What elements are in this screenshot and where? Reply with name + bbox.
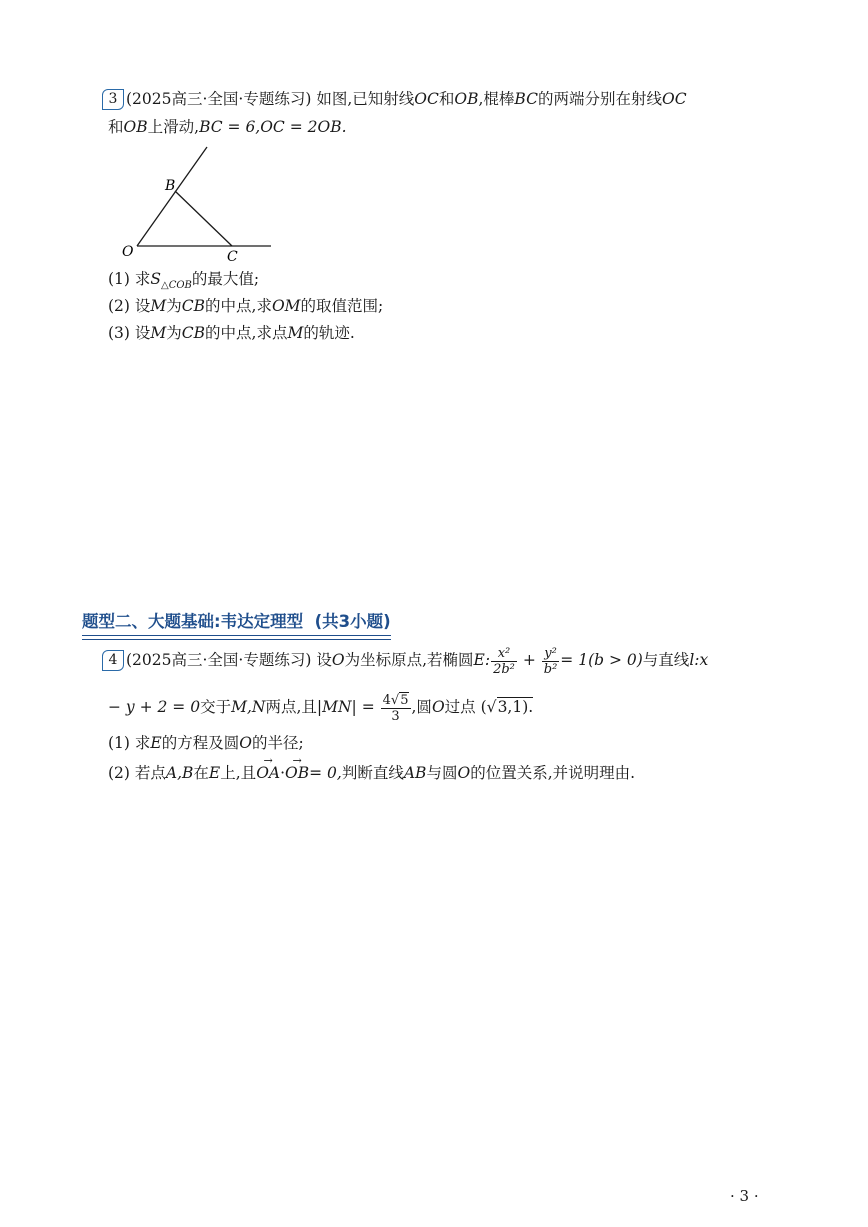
text: 的位置关系,并说明理由. [470, 764, 636, 782]
text: 判断直线 [341, 764, 404, 782]
ray-ob [137, 147, 207, 246]
question-number: 3 [102, 89, 124, 110]
page-number: · 3 · [730, 1187, 759, 1205]
text: 为坐标原点,若椭圆 [344, 651, 474, 669]
math: E [150, 734, 162, 752]
math: O [431, 698, 445, 716]
math: S [150, 270, 162, 288]
text: 与圆 [426, 764, 458, 782]
text: 设 [316, 651, 332, 669]
text: (1) 求 [108, 270, 151, 288]
math: OB [123, 118, 148, 136]
denominator: 2b² [493, 661, 515, 677]
math: = 1(b > 0) [560, 651, 643, 669]
text: 的中点,求 [205, 297, 272, 315]
text: 和 [108, 118, 124, 136]
math: CB [181, 297, 206, 315]
math: OB [454, 90, 479, 108]
q3-line-1 [102, 86, 687, 112]
math: √ [486, 698, 497, 716]
q4-line-2 [108, 692, 533, 724]
text: ,圆 [411, 698, 432, 716]
text: 的半径; [251, 734, 304, 752]
math: OC [661, 90, 687, 108]
numerator: 4√5 [382, 692, 409, 708]
triangle-figure [115, 140, 280, 265]
text: 的方程及圆 [161, 734, 240, 752]
math: M,N [231, 698, 266, 716]
section-title: 题型二、大题基础:韦达定理型 (共3小题) [82, 612, 391, 631]
math: A,B [165, 764, 194, 782]
math: AB [403, 764, 427, 782]
text: 的轨迹. [303, 324, 355, 342]
text: 上,且 [220, 764, 257, 782]
math-subscript: △COB [161, 280, 192, 291]
text: 的最大值; [191, 270, 260, 288]
math: l:x [689, 651, 709, 669]
question-number: 4 [102, 650, 124, 671]
underline [82, 639, 391, 640]
label-b: B [165, 178, 176, 194]
math: · [280, 764, 286, 782]
math: = 0, [309, 764, 342, 782]
text: 上滑动, [147, 118, 200, 136]
numerator: x² [491, 646, 517, 662]
math: BC = 6,OC = 2OB. [199, 118, 347, 136]
text: 过点 [444, 698, 476, 716]
text: (2) 若点 [108, 764, 166, 782]
math: − y + 2 = 0 [108, 698, 201, 716]
math: 3,1). [497, 698, 534, 716]
fraction [542, 646, 560, 677]
numerator: y² [542, 646, 560, 662]
math: + [522, 651, 536, 669]
math: O [331, 651, 345, 669]
math: |MN| = [316, 698, 375, 716]
text: (2) 设 [108, 297, 151, 315]
denominator: b² [543, 661, 558, 677]
math: M [150, 324, 167, 342]
math: E: [473, 651, 491, 669]
text: 为 [166, 297, 182, 315]
math: CB [181, 324, 206, 342]
text: 交于 [200, 698, 232, 716]
question-source: (2025高三·全国·专题练习) [126, 651, 312, 669]
text: (1) 求 [108, 734, 151, 752]
q4-part-2 [108, 760, 635, 786]
text: 和 [438, 90, 455, 108]
q3-part-2 [108, 293, 383, 319]
text: 为 [166, 324, 182, 342]
label-o: O [122, 244, 134, 260]
text: (3) 设 [108, 324, 151, 342]
text: 如图,已知射线 [316, 90, 415, 108]
text: 的两端分别在射线 [537, 90, 662, 108]
text: ,棍棒 [478, 90, 515, 108]
underline [82, 635, 391, 636]
text: 的中点,求点 [205, 324, 288, 342]
text: 的取值范围; [300, 297, 384, 315]
math: O [239, 734, 252, 752]
math: E [208, 764, 221, 782]
math: OC [414, 90, 439, 108]
vector: → OA [256, 760, 280, 786]
vector: → OB [285, 760, 309, 786]
math: BC [514, 90, 538, 108]
q3-line-2 [108, 114, 347, 140]
label-c: C [227, 249, 238, 265]
segment-bc [175, 191, 232, 246]
fraction [381, 693, 411, 724]
question-source: (2025高三·全国·专题练习) [126, 90, 312, 108]
denominator: 3 [391, 708, 400, 724]
text: 两点,且 [265, 698, 317, 716]
math: OM [271, 297, 301, 315]
q3-part-3 [108, 320, 355, 346]
text: 在 [193, 764, 209, 782]
math: M [150, 297, 167, 315]
q4-line-1 [102, 645, 708, 677]
math: ( [480, 698, 487, 716]
text: 与直线 [642, 651, 690, 669]
math: M [287, 324, 304, 342]
section-heading [82, 608, 391, 632]
math: O [457, 764, 471, 782]
fraction [491, 646, 517, 677]
